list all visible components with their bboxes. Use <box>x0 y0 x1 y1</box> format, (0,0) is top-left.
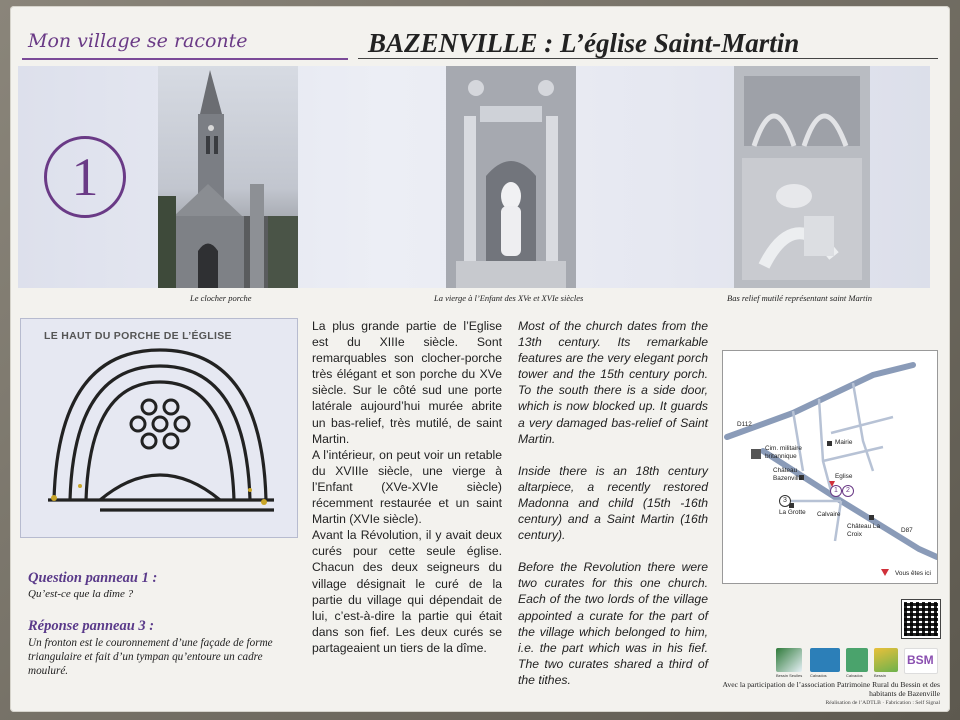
french-paragraph: La plus grande partie de l’Eglise est du XIIIe siècle. Sont remarquables son clocher-porche très élégant et son porche du XVe siècle. Sur le côté sud une porte latérale aujourd’hui murée abrite un bas-relief, très mutilé, de saint Martin. <box>312 319 502 446</box>
map-label-calvaire: Calvaire <box>817 511 841 518</box>
answer-text: Un fronton est le couronnement d’une façade de forme triangulaire et fait d’un tympan qu’entoure un cadre mouluré. <box>28 637 273 677</box>
photo-caption-madonna: La vierge à l’Enfant des XVe et XVIe siècles <box>434 293 584 303</box>
you-are-here-icon <box>881 569 889 576</box>
english-paragraph: Most of the church dates from the 13th century. Its remarkable features are the very elegant porch tower and the 15th century porch. To the south there is a side door, which is now blocked up. It guards a very damaged bas-relief of Saint Martin. <box>518 319 708 446</box>
map-label-cemetery: Cim. militaire britannique <box>765 445 802 460</box>
map-label-la-grotte: La Grotte <box>779 509 806 516</box>
footer-production: Réalisation de l’ADTLB · Fabrication : Self Signal <box>825 700 940 706</box>
french-text-column <box>312 318 502 656</box>
slogan-underline <box>22 58 348 60</box>
english-paragraph: Before the Revolution there were two curates for this one church. Each of the two lords of the village appointed a curate for the part of the village which belonged to him, i.e. the part which was in his fief. The two curates shared a third of the tithes. <box>518 560 708 687</box>
church-tower-photo <box>158 66 298 288</box>
porch-arches-diagram <box>20 340 296 536</box>
logo-calvados: Calvados <box>846 648 868 672</box>
qr-code-icon <box>902 600 940 638</box>
logo-bsm: BSM <box>904 648 938 674</box>
map-label-d112: D112 <box>737 421 752 428</box>
porch-diagram-title: LE HAUT DU PORCHE DE L’ÉGLISE <box>44 330 232 342</box>
map-label-mairie: Mairie <box>835 439 853 446</box>
logo-bessin-seulles: Bessin Seulles <box>776 648 802 672</box>
title-underline <box>358 58 938 59</box>
map-label-d87: D87 <box>901 527 913 534</box>
panel-title: BAZENVILLE : L’église Saint-Martin <box>368 28 800 58</box>
panel-number-badge: 1 <box>44 136 126 218</box>
slogan: Mon village se raconte <box>28 30 248 52</box>
french-paragraph: A l’intérieur, on peut voir un retable du XVIIIe siècle, une vierge à l’Enfant (XVe-XVIe siècle) récemment restaurée et un saint Martin (XVIe siècle). <box>312 447 502 527</box>
english-text-column <box>518 318 708 688</box>
question-text: Qu’est-ce que la dîme ? <box>28 588 134 600</box>
photo-caption-bas-relief: Bas relief mutilé représentant saint Martin <box>727 293 873 303</box>
logo-calvados-general-council: Calvados <box>810 648 840 672</box>
logo-bessin: Bessin <box>874 648 898 672</box>
map-legend-you-are-here: Vous êtes ici <box>895 570 931 577</box>
question-title: Question panneau 1 : <box>28 570 158 586</box>
map-label-chateau-bazenville: Château Bazenville <box>773 467 803 482</box>
photo-caption-tower: Le clocher porche <box>190 293 252 303</box>
footer-credit: Avec la participation de l’association Patrimoine Rural du Bessin et des habitants de Bazenville <box>722 680 940 698</box>
english-paragraph: Inside there is an 18th century altarpiece, a recently restored Madonna and child (15th -16th century) and a Saint Martin (16th century). <box>518 463 708 543</box>
map-marker-2: 2 <box>842 485 854 497</box>
map-label-chateau-la-croix: Château La Croix <box>847 523 881 538</box>
map-label-eglise: Eglise <box>835 473 853 480</box>
madonna-altarpiece-photo <box>446 66 576 288</box>
french-paragraph: Avant la Révolution, il y avait deux curés pour cette seule église. Chacun des deux seigneurs du village désignait le curé de la partie du village qui dépendait de lui, c’est-à-dire la partie qui était dans son fief. Les deux curés se partageaient un tiers de la dîme. <box>312 528 502 655</box>
partner-logos <box>776 648 938 676</box>
map-marker-3: 3 <box>779 495 791 507</box>
map-marker-1: 1 <box>830 485 842 497</box>
answer-title: Réponse panneau 3 : <box>28 618 155 634</box>
bas-relief-photo <box>734 66 870 288</box>
village-map <box>722 350 938 584</box>
